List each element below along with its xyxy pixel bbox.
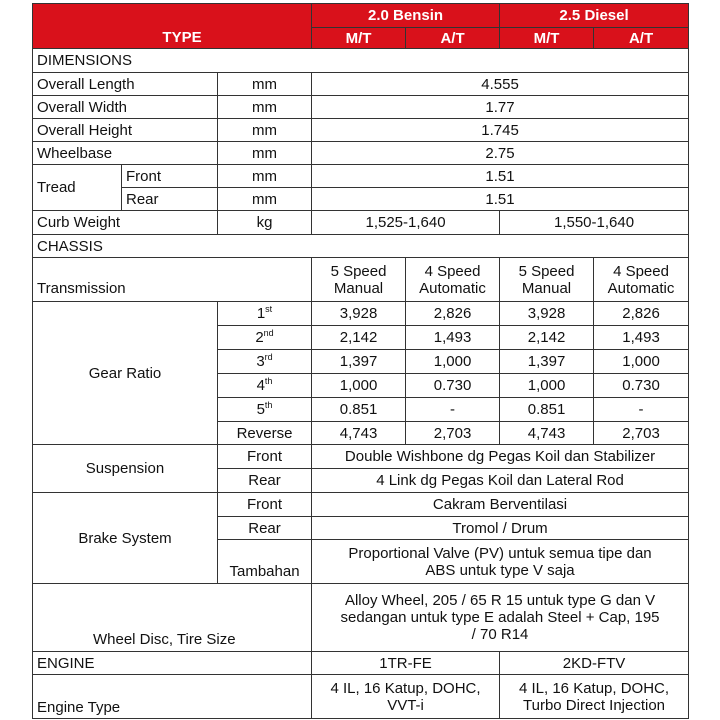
label-overall-width: Overall Width — [33, 96, 218, 119]
trans-header-bensin-at: A/T — [406, 28, 500, 49]
value-curb-weight-diesel: 1,550-1,640 — [500, 211, 689, 235]
gear-value: 4,743 — [500, 422, 594, 445]
gear-value: 0.730 — [594, 374, 689, 398]
gear-label-3 — [218, 350, 312, 374]
trans-line1: 4 Speed — [613, 262, 669, 280]
gear-label-2 — [218, 326, 312, 350]
value-engine-type-diesel — [500, 675, 689, 719]
label-curb-weight: Curb Weight — [33, 211, 218, 235]
label-suspension-front: Front — [218, 445, 312, 469]
row-engine-section — [33, 652, 689, 675]
label-gear-ratio: Gear Ratio — [33, 302, 218, 445]
value-wheel-disc — [312, 584, 689, 652]
label-brake-front: Front — [218, 493, 312, 517]
value-curb-weight-bensin: 1,525-1,640 — [312, 211, 500, 235]
value-brake-tambahan — [312, 540, 689, 584]
gear-label-5 — [218, 398, 312, 422]
gear-label-4 — [218, 374, 312, 398]
gear-value: 1,000 — [594, 350, 689, 374]
gear-value: 2,703 — [406, 422, 500, 445]
gear-value: 0.851 — [312, 398, 406, 422]
gear-value: 3,928 — [500, 302, 594, 326]
gear-value: 4,743 — [312, 422, 406, 445]
wheel-line1: Alloy Wheel, 205 / 65 R 15 untuk type G dan V — [344, 592, 656, 609]
label-suspension: Suspension — [33, 445, 218, 493]
engine-code-bensin: 1TR-FE — [312, 652, 500, 675]
gear-value: 3,928 — [312, 302, 406, 326]
gear-value: 2,826 — [594, 302, 689, 326]
gear-value: 0.851 — [500, 398, 594, 422]
value-suspension-rear: 4 Link dg Pegas Koil dan Lateral Rod — [312, 469, 689, 493]
trans-diesel-at — [594, 258, 689, 302]
gear-value: 2,142 — [500, 326, 594, 350]
label-brake-system: Brake System — [33, 493, 218, 584]
row-overall-height — [33, 119, 689, 142]
gear-num: 5 — [256, 401, 265, 418]
label-suspension-rear: Rear — [218, 469, 312, 493]
trans-line1: 5 Speed — [330, 262, 387, 280]
value-brake-rear: Tromol / Drum — [312, 517, 689, 540]
unit-tread-rear: mm — [218, 188, 312, 211]
tambahan-line1: Proportional Valve (PV) untuk semua tipe dan — [348, 544, 652, 562]
gear-num: 1 — [256, 305, 266, 322]
row-tread-rear — [33, 188, 689, 211]
value-wheelbase: 2.75 — [312, 142, 689, 165]
unit-tread-front: mm — [218, 165, 312, 188]
gear-value: - — [594, 398, 689, 422]
label-brake-rear: Rear — [218, 517, 312, 540]
label-tread-front: Front — [122, 165, 218, 188]
value-overall-width: 1.77 — [312, 96, 689, 119]
trans-line2: Automatic — [419, 279, 486, 297]
value-suspension-front: Double Wishbone dg Pegas Koil dan Stabilizer — [312, 445, 689, 469]
unit-overall-width: mm — [218, 96, 312, 119]
wheel-line2: sedangan untuk type E adalah Steel + Cap, 195 — [340, 609, 660, 626]
label-wheelbase: Wheelbase — [33, 142, 218, 165]
trans-bensin-mt — [312, 258, 406, 302]
value-brake-front: Cakram Berventilasi — [312, 493, 689, 517]
trans-line1: 5 Speed — [518, 262, 575, 280]
type-header — [33, 4, 312, 49]
gear-value: 2,703 — [594, 422, 689, 445]
spec-table — [32, 3, 689, 719]
label-tread: Tread — [33, 165, 122, 211]
engine-type-line2: Turbo Direct Injection — [523, 696, 666, 714]
section-chassis: CHASSIS — [33, 235, 689, 258]
row-brake-front — [33, 493, 689, 517]
gear-value: - — [406, 398, 500, 422]
value-engine-type-bensin — [312, 675, 500, 719]
label-engine-type: Engine Type — [33, 675, 312, 719]
row-wheelbase — [33, 142, 689, 165]
gear-value: 2,826 — [406, 302, 500, 326]
gear-sup: st — [265, 304, 273, 314]
unit-overall-length: mm — [218, 73, 312, 96]
header-row-engines — [33, 4, 689, 28]
gear-label-1 — [218, 302, 312, 326]
gear-sup: th — [264, 400, 273, 410]
gear-value: 1,000 — [406, 350, 500, 374]
trans-line2: Automatic — [607, 279, 675, 297]
trans-line1: 4 Speed — [424, 262, 481, 280]
trans-header-bensin-mt: M/T — [312, 28, 406, 49]
label-overall-length: Overall Length — [33, 73, 218, 96]
label-tread-rear: Rear — [122, 188, 218, 211]
value-overall-height: 1.745 — [312, 119, 689, 142]
row-curb-weight — [33, 211, 689, 235]
trans-line2: Manual — [521, 279, 572, 297]
engine-type-line1: 4 IL, 16 Katup, DOHC, — [518, 679, 670, 697]
trans-line2: Manual — [333, 279, 384, 297]
gear-sup: th — [264, 376, 273, 386]
row-engine-type — [33, 675, 689, 719]
trans-bensin-at — [406, 258, 500, 302]
gear-num: 4 — [256, 377, 265, 394]
gear-value: 1,397 — [312, 350, 406, 374]
value-tread-rear: 1.51 — [312, 188, 689, 211]
unit-wheelbase: mm — [218, 142, 312, 165]
row-gear-1 — [33, 302, 689, 326]
value-tread-front: 1.51 — [312, 165, 689, 188]
row-wheel-disc — [33, 584, 689, 652]
engine-type-line2: VVT-i — [387, 696, 424, 714]
trans-header-diesel-at: A/T — [594, 28, 689, 49]
engine-code-diesel: 2KD-FTV — [500, 652, 689, 675]
trans-diesel-mt — [500, 258, 594, 302]
row-overall-length — [33, 73, 689, 96]
label-overall-height: Overall Height — [33, 119, 218, 142]
unit-overall-height: mm — [218, 119, 312, 142]
unit-curb-weight: kg — [218, 211, 312, 235]
wheel-line3: / 70 R14 — [471, 626, 529, 643]
row-transmission — [33, 258, 689, 302]
value-overall-length: 4.555 — [312, 73, 689, 96]
label-brake-tambahan: Tambahan — [218, 540, 312, 584]
gear-sup: rd — [264, 352, 273, 362]
gear-value: 1,000 — [500, 374, 594, 398]
engine-type-line1: 4 IL, 16 Katup, DOHC, — [330, 679, 481, 697]
section-dimensions: DIMENSIONS — [33, 49, 689, 73]
trans-header-diesel-mt: M/T — [500, 28, 594, 49]
engine-header-diesel: 2.5 Diesel — [500, 4, 689, 28]
gear-num: 2 — [255, 329, 264, 346]
row-suspension-front — [33, 445, 689, 469]
gear-value: 1,000 — [312, 374, 406, 398]
gear-value: 0.730 — [406, 374, 500, 398]
section-engine: ENGINE — [33, 652, 312, 675]
engine-header-bensin: 2.0 Bensin — [312, 4, 500, 28]
gear-value: 1,493 — [594, 326, 689, 350]
gear-sup: nd — [263, 328, 274, 338]
label-wheel-disc: Wheel Disc, Tire Size — [33, 584, 312, 652]
gear-value: 2,142 — [312, 326, 406, 350]
gear-label-reverse: Reverse — [218, 422, 312, 445]
row-tread-front — [33, 165, 689, 188]
type-label: TYPE — [162, 29, 202, 46]
gear-num: 3 — [256, 353, 265, 370]
section-row-dimensions — [33, 49, 689, 73]
section-row-chassis — [33, 235, 689, 258]
label-transmission: Transmission — [33, 258, 312, 302]
gear-value: 1,397 — [500, 350, 594, 374]
gear-value: 1,493 — [406, 326, 500, 350]
row-overall-width — [33, 96, 689, 119]
tambahan-line2: ABS untuk type V saja — [425, 561, 575, 579]
